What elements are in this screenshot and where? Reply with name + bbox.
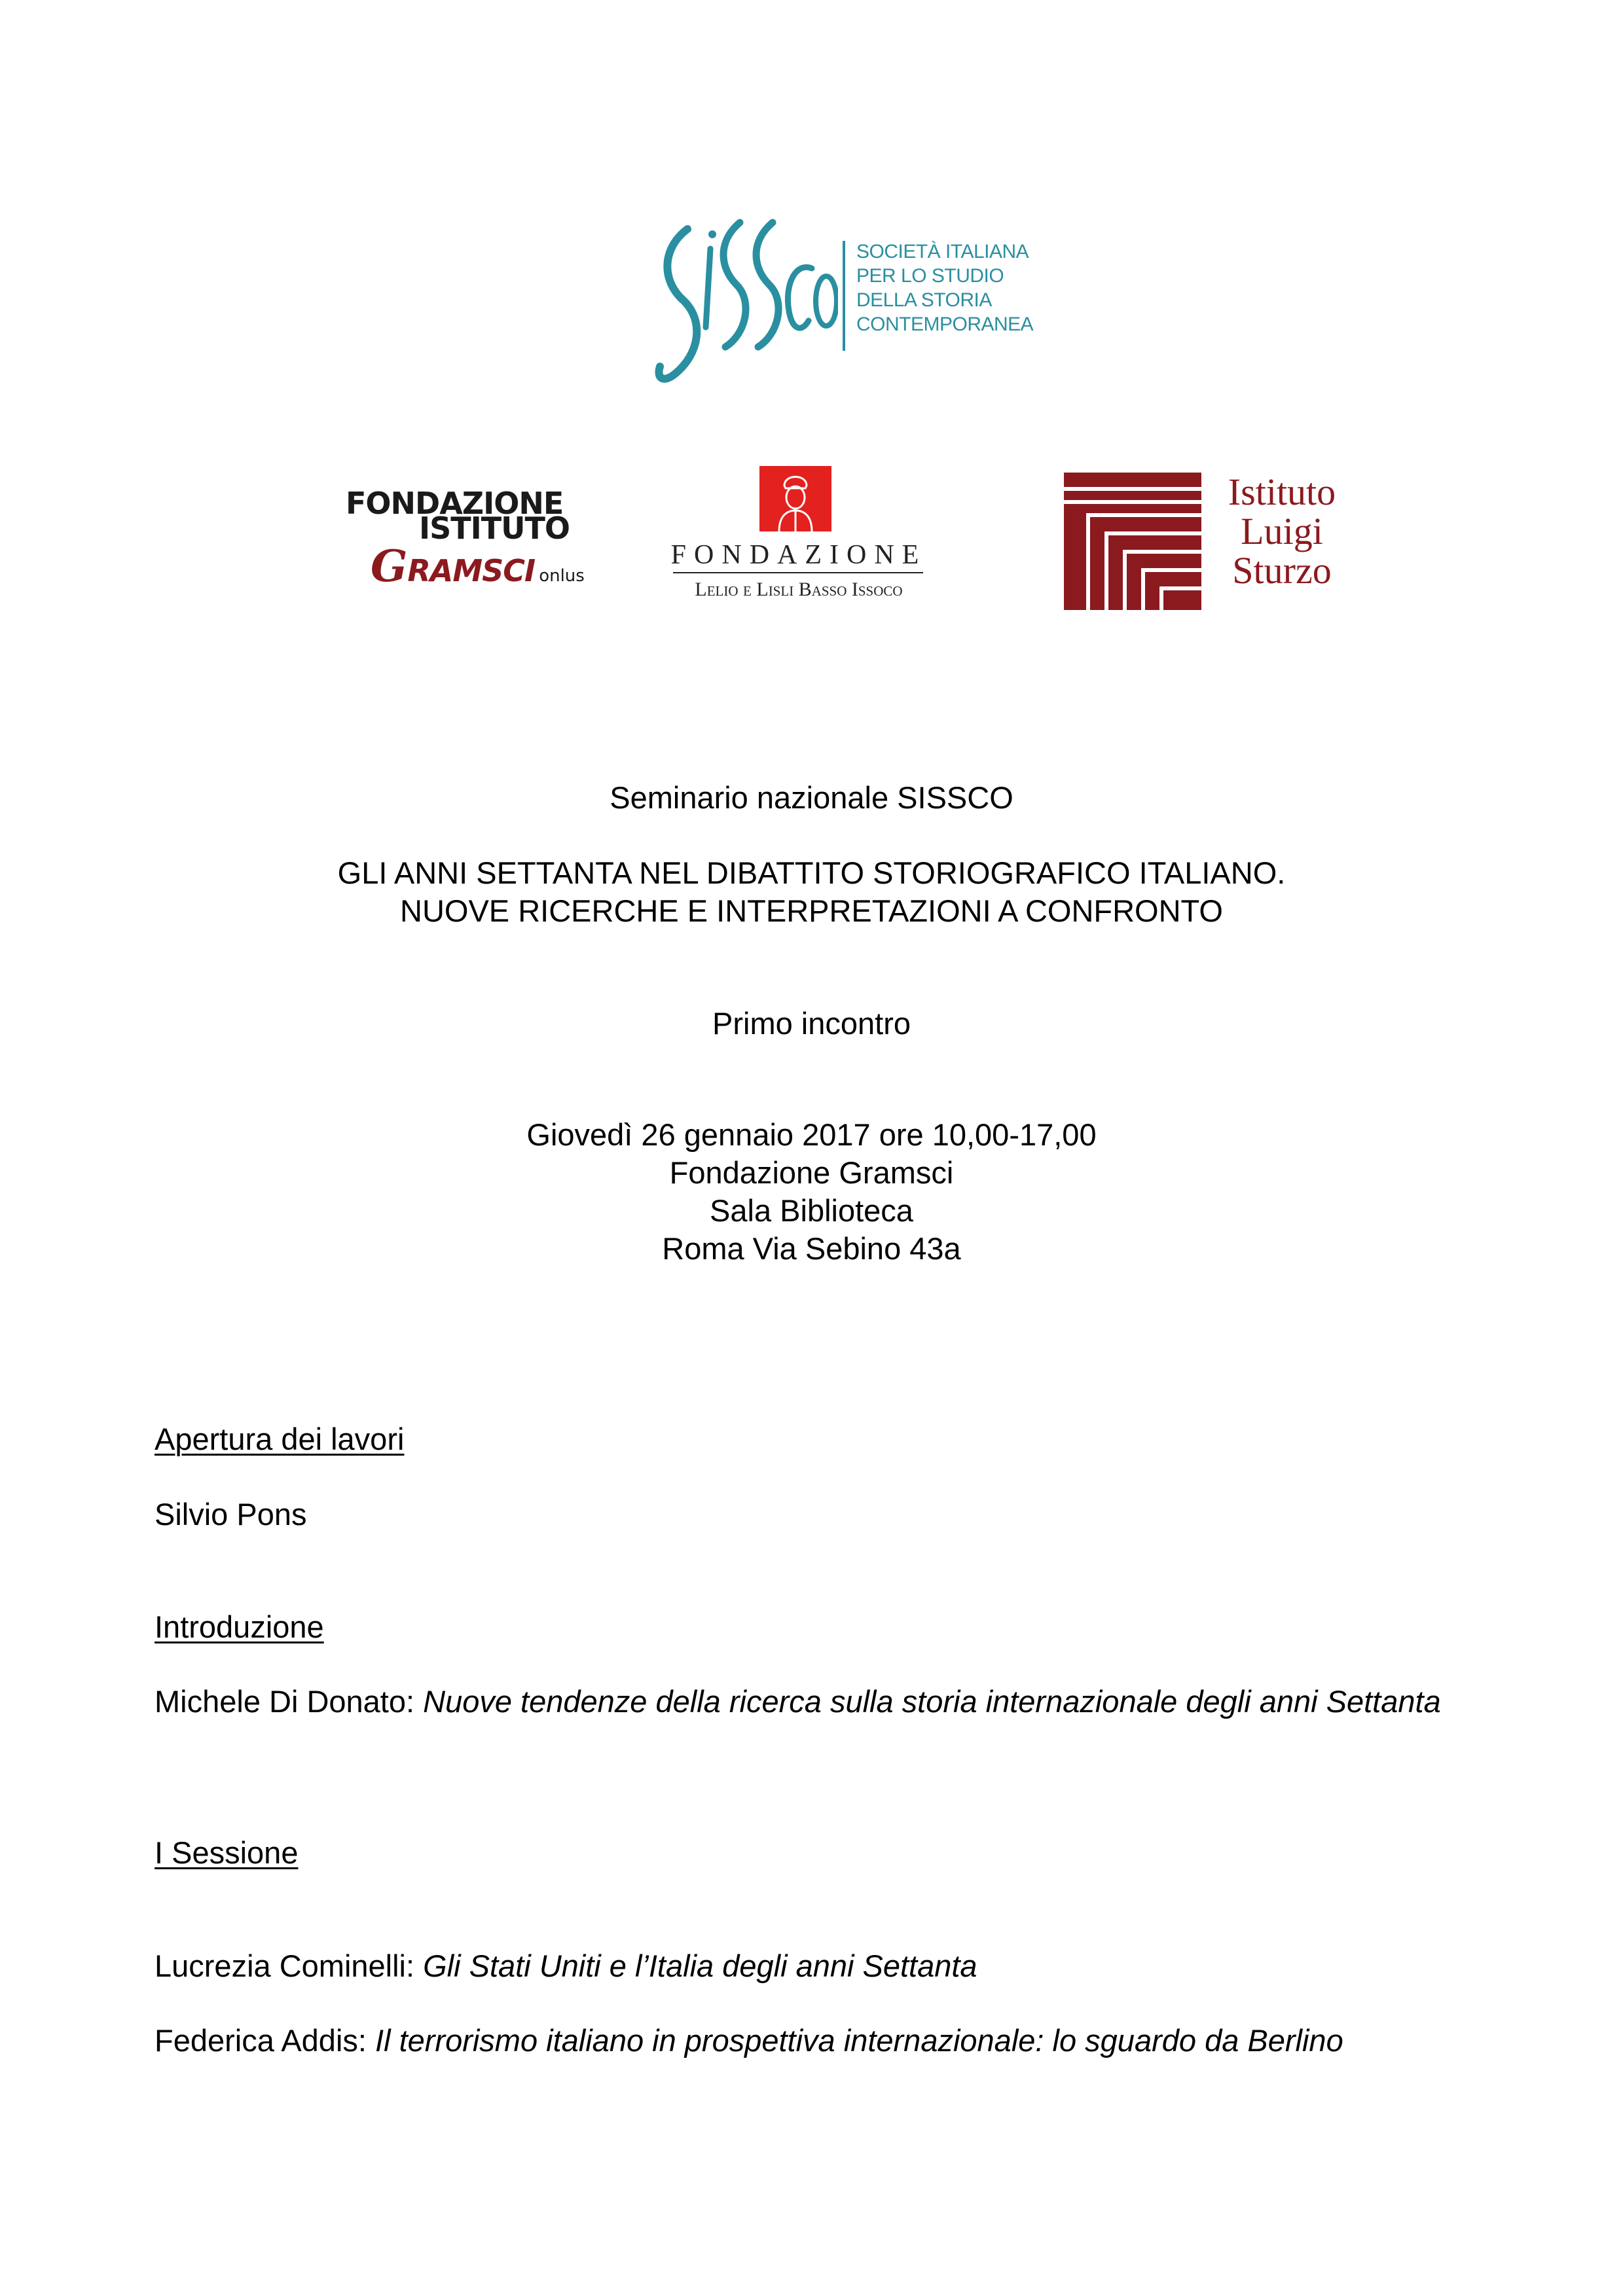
introduction-heading: Introduzione: [155, 1609, 324, 1644]
address: Roma Via Sebino 43a: [662, 1231, 961, 1266]
sturzo-logo-line: Istituto: [1228, 471, 1336, 513]
session1-talk: [155, 1947, 1468, 1985]
basso-logo-rule: [673, 572, 923, 573]
basso-emblem-icon: [759, 466, 831, 531]
talk-speaker: Lucrezia Cominelli:: [155, 1948, 415, 1983]
gramsci-logo-initial: G: [371, 541, 408, 592]
sturzo-column-icon: [1064, 473, 1201, 610]
opening-speaker: Silvio Pons: [155, 1497, 307, 1532]
date-time: Giovedì 26 gennaio 2017 ore 10,00-17,00: [526, 1117, 1097, 1152]
basso-logo: [661, 466, 936, 603]
introduction-title: Nuove tendenze della ricerca sulla storia internazionale degli anni Settanta: [423, 1684, 1441, 1719]
basso-logo-title: FONDAZIONE: [670, 540, 927, 570]
sturzo-logo-line: Sturzo: [1232, 549, 1332, 592]
introduction-talk: [155, 1683, 1468, 1721]
sissco-tagline-line: DELLA STORIA: [856, 289, 992, 311]
sissco-tagline-line: CONTEMPORANEA: [856, 314, 1034, 335]
session1-heading: I Sessione: [155, 1835, 299, 1870]
sissco-tagline-line: PER LO STUDIO: [856, 265, 1004, 287]
gramsci-logo-line3: [371, 541, 585, 592]
gramsci-logo-line2: ISTITUTO: [419, 511, 570, 546]
title-line-1: GLI ANNI SETTANTA NEL DIBATTITO STORIOGRAFICO ITALIANO.: [337, 855, 1286, 890]
talk-title: Gli Stati Uniti e l’Italia degli anni Settanta: [423, 1948, 977, 1983]
sissco-tagline-line: SOCIETÀ ITALIANA: [856, 241, 1029, 262]
sturzo-logo: [1064, 473, 1365, 610]
sissco-script-mark: [648, 203, 838, 393]
sissco-tagline: [856, 240, 1033, 336]
meeting-label: Primo incontro: [712, 1006, 911, 1041]
introduction-speaker: Michele Di Donato:: [155, 1684, 415, 1719]
talk-speaker: Federica Addis:: [155, 2023, 367, 2058]
gramsci-logo-name: RAMSCI: [407, 553, 536, 588]
basso-logo-subtitle: Lelio e Lisli Basso Issoco: [695, 579, 903, 600]
room: Sala Biblioteca: [710, 1193, 913, 1228]
sturzo-logo-name: [1200, 473, 1364, 590]
venue: Fondazione Gramsci: [669, 1155, 954, 1190]
session1-talk: [155, 2022, 1468, 2060]
sissco-divider: [843, 241, 845, 351]
gramsci-logo: [346, 483, 608, 592]
gramsci-logo-line1: FONDAZIONE: [346, 486, 564, 521]
gramsci-logo-onlus: onlus: [539, 566, 585, 586]
seminar-label: Seminario nazionale SISSCO: [610, 780, 1013, 815]
talk-title: Il terrorismo italiano in prospettiva internazionale: lo sguardo da Berlino: [375, 2023, 1343, 2058]
sissco-logo: [648, 203, 1054, 393]
opening-heading: Apertura dei lavori: [155, 1422, 405, 1456]
title-line-2: NUOVE RICERCHE E INTERPRETAZIONI A CONFRONTO: [400, 893, 1223, 928]
sturzo-logo-line: Luigi: [1241, 510, 1323, 552]
